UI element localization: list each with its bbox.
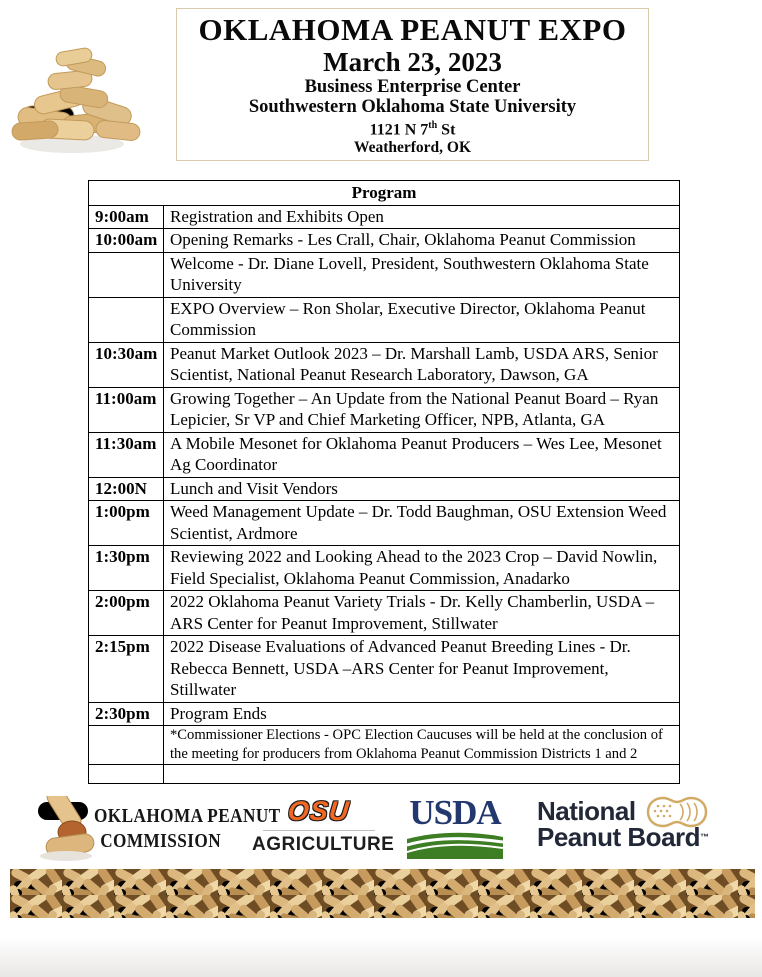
street-number: 1121 N 7	[369, 121, 429, 139]
program-event-cell: EXPO Overview – Ron Sholar, Executive Director, Oklahoma Peanut Commission	[164, 297, 680, 342]
table-row	[89, 477, 680, 501]
program-time-cell: 2:30pm	[89, 702, 164, 726]
event-date: March 23, 2023	[323, 47, 502, 78]
program-time-cell: 10:30am	[89, 342, 164, 387]
program-event-cell: Opening Remarks - Les Crall, Chair, Oklahoma Peanut Commission	[164, 229, 680, 253]
program-time-cell	[89, 765, 164, 784]
header-box	[176, 8, 649, 161]
page-title: OKLAHOMA PEANUT EXPO	[198, 12, 627, 48]
peanut-pile-image	[4, 44, 144, 159]
program-time-cell	[89, 726, 164, 765]
opc-line1: OKLAHOMA PEANUT	[94, 805, 281, 827]
table-row	[89, 432, 680, 477]
program-time-cell: 2:15pm	[89, 636, 164, 703]
program-event-cell: 2022 Oklahoma Peanut Variety Trials - Dr. Kelly Chamberlin, USDA –ARS Center for Peanut Improvement, Stillwater	[164, 591, 680, 636]
program-table	[88, 180, 680, 784]
table-row	[89, 501, 680, 546]
osu-divider	[263, 830, 375, 831]
osu-brand-icon: OSU	[286, 796, 352, 826]
npb-line1: National	[537, 796, 636, 826]
street-suffix: St	[437, 121, 456, 139]
program-event-cell: Registration and Exhibits Open	[164, 205, 680, 229]
table-row	[89, 636, 680, 703]
opc-peanut-icon	[36, 796, 98, 862]
program-header-row	[89, 181, 680, 206]
usda-field-icon	[407, 829, 503, 859]
sponsor-logos-row	[0, 792, 762, 870]
program-time-cell: 2:00pm	[89, 591, 164, 636]
osu-agriculture-logo	[252, 796, 395, 864]
program-event-cell: Lunch and Visit Vendors	[164, 477, 680, 501]
program-event-cell: Weed Management Update – Dr. Todd Baughman, OSU Extension Weed Scientist, Ardmore	[164, 501, 680, 546]
program-time-cell: 1:30pm	[89, 546, 164, 591]
opc-wordmark	[94, 804, 281, 854]
page-bottom-shadow	[0, 937, 762, 977]
opc-line2: COMMISSION	[100, 830, 222, 852]
program-event-cell: Program Ends	[164, 702, 680, 726]
table-row	[89, 205, 680, 229]
national-peanut-board-logo	[537, 798, 722, 864]
program-event-cell: Peanut Market Outlook 2023 – Dr. Marshall Lamb, USDA ARS, Senior Scientist, National Peanut Research Laboratory, Dawson, GA	[164, 342, 680, 387]
venue-name: Business Enterprise Center	[304, 77, 521, 98]
program-table-title: Program	[89, 181, 680, 206]
npb-peanut-icon	[644, 794, 710, 830]
program-time-cell: 12:00N	[89, 477, 164, 501]
table-row	[89, 546, 680, 591]
table-row	[89, 342, 680, 387]
table-row-empty	[89, 765, 680, 784]
program-event-cell: Reviewing 2022 and Looking Ahead to the 2023 Crop – David Nowlin, Field Specialist, Oklahoma Peanut Commission, Anadarko	[164, 546, 680, 591]
npb-trademark: ™	[700, 832, 709, 842]
street-address	[370, 117, 456, 138]
table-row	[89, 591, 680, 636]
program-event-cell: 2022 Disease Evaluations of Advanced Peanut Breeding Lines - Dr. Rebecca Bennett, USDA –ARS Center for Peanut Improvement, Stillwater	[164, 636, 680, 703]
usda-wordmark: USDA	[409, 793, 501, 832]
city-state: Weatherford, OK	[353, 138, 472, 156]
osu-agriculture-label: AGRICULTURE	[252, 834, 395, 855]
program-event-cell: A Mobile Mesonet for Oklahoma Peanut Producers – Wes Lee, Mesonet Ag Coordinator	[164, 432, 680, 477]
table-row	[89, 297, 680, 342]
program-time-cell: 9:00am	[89, 205, 164, 229]
table-row	[89, 387, 680, 432]
program-event-cell: Growing Together – An Update from the National Peanut Board – Ryan Lepicier, Sr VP and Chief Marketing Officer, NPB, Atlanta, GA	[164, 387, 680, 432]
program-time-cell	[89, 252, 164, 297]
peanut-border-strip	[10, 869, 755, 918]
table-row	[89, 252, 680, 297]
program-event-cell: Welcome - Dr. Diane Lovell, President, Southwestern Oklahoma State University	[164, 252, 680, 297]
program-time-cell: 10:00am	[89, 229, 164, 253]
university-name: Southwestern Oklahoma State University	[248, 97, 577, 118]
oklahoma-peanut-commission-logo	[36, 794, 281, 866]
npb-line2-text: Peanut Board	[537, 822, 701, 852]
table-row-note	[89, 726, 680, 765]
program-note-cell: *Commissioner Elections - OPC Election Caucuses will be held at the conclusion of the meeting for producers from Oklahoma Peanut Commission Districts 1 and 2	[164, 726, 680, 765]
program-event-cell	[164, 765, 680, 784]
program-time-cell: 11:00am	[89, 387, 164, 432]
street-ordinal: th	[428, 120, 438, 132]
program-time-cell: 1:00pm	[89, 501, 164, 546]
program-time-cell: 11:30am	[89, 432, 164, 477]
usda-logo	[404, 793, 506, 862]
table-row	[89, 702, 680, 726]
table-row	[89, 229, 680, 253]
program-time-cell	[89, 297, 164, 342]
